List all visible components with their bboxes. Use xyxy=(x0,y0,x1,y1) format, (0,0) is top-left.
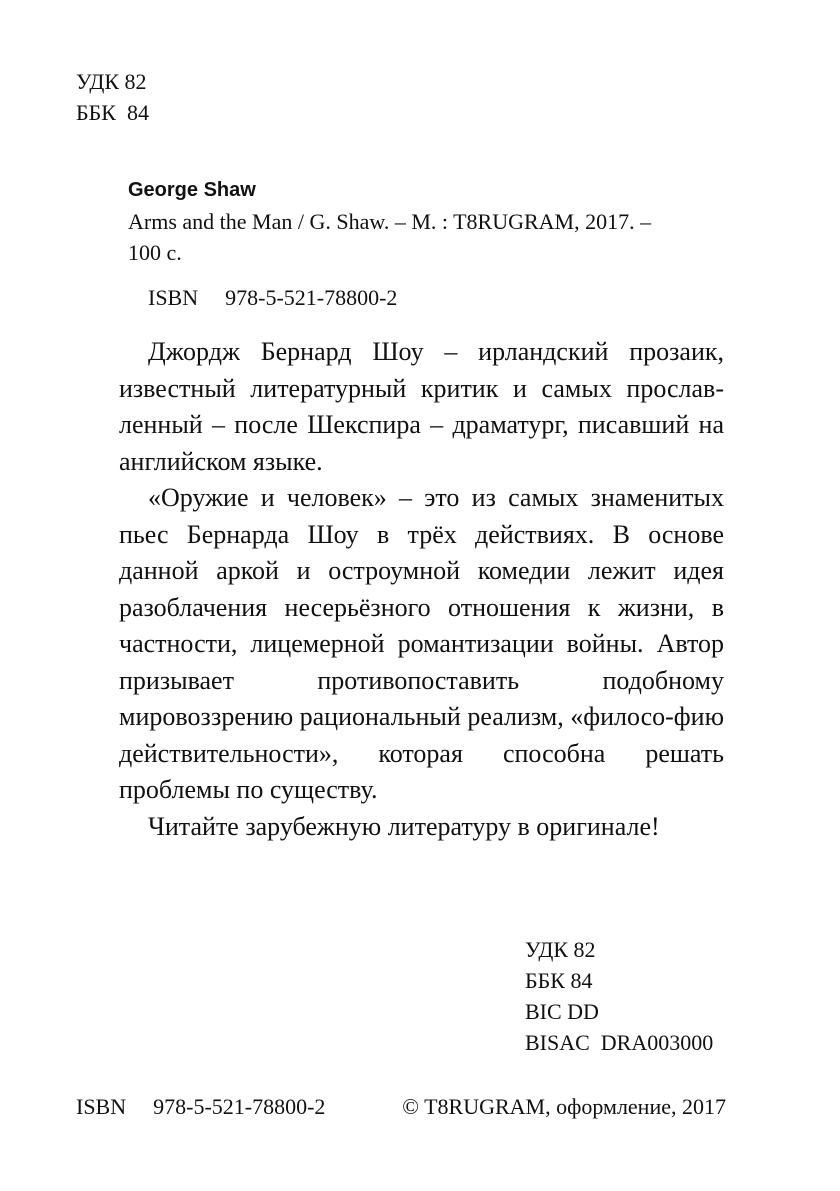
annotation xyxy=(119,334,724,845)
bic-code: BIC DD xyxy=(525,999,599,1024)
copyright-notice: © T8RUGRAM, оформление, 2017 xyxy=(402,1094,726,1119)
record-line-2: 100 с. xyxy=(128,240,182,265)
bibliographic-record xyxy=(119,175,729,268)
udk-code: УДК 82 xyxy=(76,69,147,94)
isbn-bottom: ISBN 978-5-521-78800-2 xyxy=(76,1094,326,1119)
bisac-code: BISAC DRA003000 xyxy=(525,1030,714,1055)
annotation-paragraph-3: Читайте зарубежную литературу в оригинале! xyxy=(148,811,660,841)
classification-codes-right xyxy=(525,934,713,1058)
isbn-line: ISBN 978-5-521-78800-2 xyxy=(148,285,398,310)
annotation-paragraph-2: «Оружие и человек» – это из самых знаменитых пьес Бернарда Шоу в трёх действиях. В основе данной аркой и остроумной комедии лежит идея разоблачения несерьёзного отношения к жизни, в частности, лицемерной романтизации войны. Автор призывает противопоставить подобному мировоззрению рациональный реализм, «филосо-фию действительности», которая способна решать проблемы по существу. xyxy=(119,483,724,804)
bbk-code: ББК 84 xyxy=(76,100,149,125)
annotation-paragraph-1: Джордж Бернард Шоу – ирландский прозаик, известный литературный критик и самых прослав-ленный – после Шекспира – драматург, писавший на английском языке. xyxy=(119,337,724,476)
author-heading: George Shaw xyxy=(128,179,256,201)
bbk-code-right: ББК 84 xyxy=(525,968,593,993)
udk-code-right: УДК 82 xyxy=(525,937,596,962)
record-line-1: Arms and the Man / G. Shaw. – M. : T8RUGRAM, 2017. – xyxy=(128,209,652,234)
bottom-line xyxy=(76,1091,726,1122)
classification-codes-top xyxy=(76,66,149,128)
